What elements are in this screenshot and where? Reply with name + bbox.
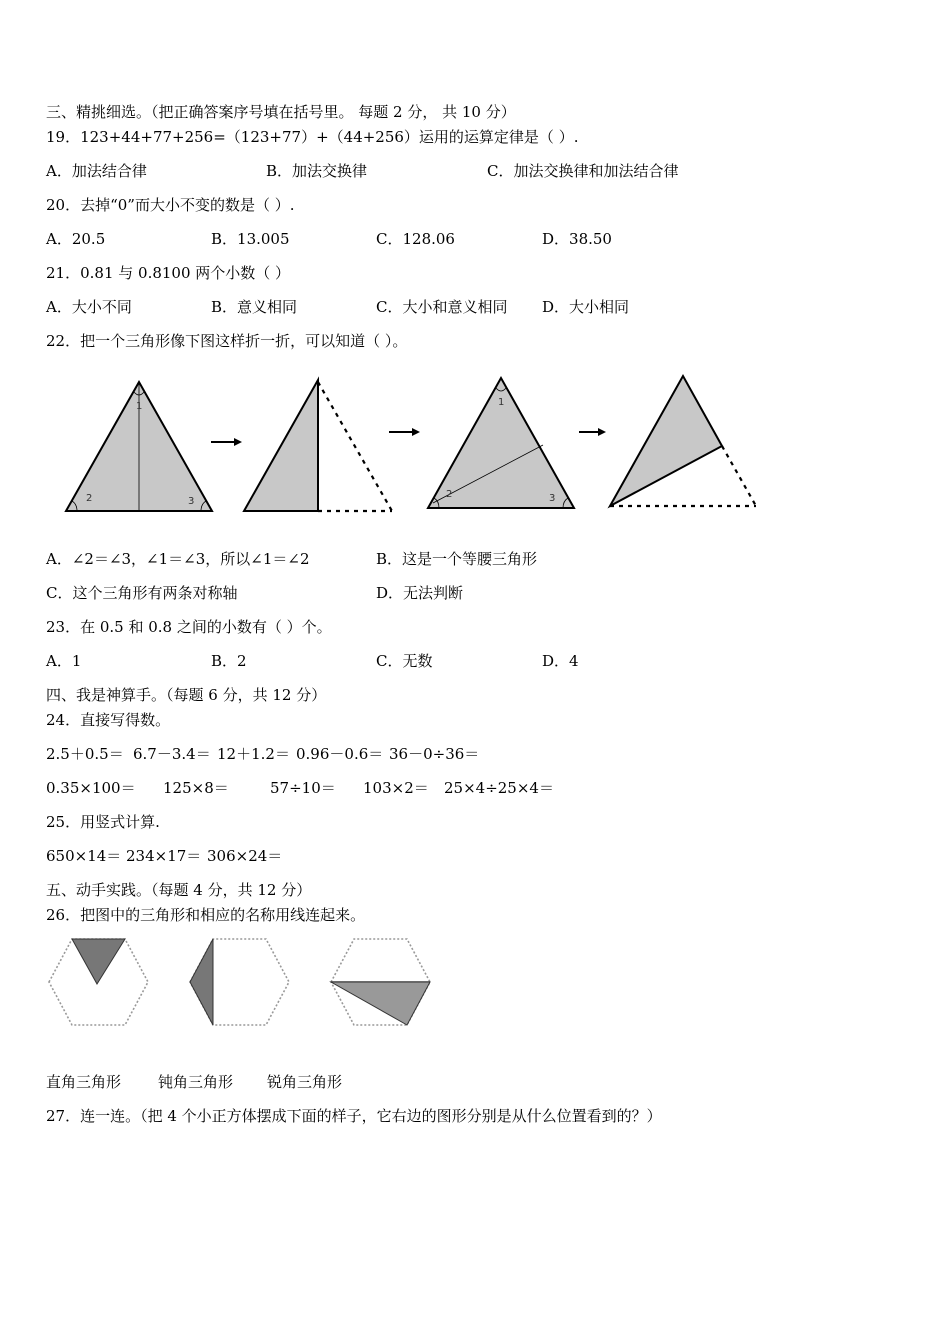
angle-3-label: 3 [188,496,195,507]
triangle-fold-slanted [610,376,756,506]
triangle-name-obtuse: 钝角三角形 [158,1073,234,1091]
q20-option-a: A．20.5 [46,230,106,248]
q24-item: 103×2＝ [363,779,429,797]
q27-stem: 27．连一连。（把 4 个小正方体摆成下面的样子，它右边的图形分别是从什么位置看到的？） [46,1107,662,1125]
q25-item: 650×14＝ [46,847,122,865]
q23-option-d: D．4 [542,652,579,670]
triangle-with-fold-line [428,378,574,508]
q24-item: 6.7－3.4＝ [133,745,211,763]
q24-item: 0.96－0.6＝ [296,745,384,763]
angle-1-label: 1 [136,401,143,412]
q23-option-c: C．无数 [376,652,433,670]
section-5-title: 五、动手实践。（每题 4 分，共 12 分） [46,881,312,899]
q20-option-c: C．128.06 [376,230,455,248]
q21-option-d: D．大小相同 [542,298,630,316]
angle-2-label: 2 [86,493,93,504]
q19-option-a: A．加法结合律 [46,162,147,180]
section-4-title: 四、我是神算手。（每题 6 分，共 12 分） [46,686,327,704]
q24-item: 0.35×100＝ [46,779,136,797]
hexagon-acute-triangle [49,939,148,1025]
q26-stem: 26．把图中的三角形和相应的名称用线连起来。 [46,906,366,924]
q23-option-b: B．2 [211,652,247,670]
q24-item: 57÷10＝ [270,779,336,797]
q19-stem: 19．123+44+77+256=（123+77）+（44+256）运用的运算定律是（ ）. [46,128,579,146]
arrow-right-icon [579,428,606,436]
q20-stem: 20．去掉“0”而大小不变的数是（ ）. [46,196,295,214]
q25-item: 234×17＝ [126,847,202,865]
q24-item: 2.5＋0.5＝ [46,745,124,763]
q26-hexagon-figures [46,935,446,1035]
q22-stem: 22．把一个三角形像下图这样折一折，可以知道（ ）。 [46,332,408,350]
arrow-right-icon [389,428,420,436]
hexagon-right-triangle [331,939,430,1025]
q21-stem: 21．0.81 与 0.8100 两个小数（ ） [46,264,291,282]
q24-item: 125×8＝ [163,779,229,797]
angle-3-label-b: 3 [549,493,556,504]
triangle-name-right: 直角三角形 [46,1073,122,1091]
section-3-title: 三、精挑细选。（把正确答案序号填在括号里。 每题 2 分， 共 10 分） [46,103,516,121]
q22-option-a: A．∠2＝∠3，∠1＝∠3，所以∠1＝∠2 [46,550,310,568]
arrow-right-icon [211,438,242,446]
q20-option-d: D．38.50 [542,230,612,248]
q23-option-a: A．1 [46,652,82,670]
q19-option-b: B．加法交换律 [266,162,368,180]
q22-option-b: B．这是一个等腰三角形 [376,550,538,568]
q22-fold-figure [46,370,806,520]
triangle-original [66,382,212,511]
q25-stem: 25．用竖式计算. [46,813,160,831]
angle-1-label-b: 1 [498,397,505,408]
q20-option-b: B．13.005 [211,230,290,248]
q21-option-b: B．意义相同 [211,298,298,316]
q24-stem: 24．直接写得数。 [46,711,171,729]
angle-2-label-b: 2 [446,489,453,500]
triangle-name-acute: 锐角三角形 [267,1073,343,1091]
triangle-fold-vertical [244,380,392,511]
hexagon-obtuse-triangle [190,939,289,1025]
q24-item: 25×4÷25×4＝ [444,779,554,797]
q21-option-a: A．大小不同 [46,298,132,316]
q23-stem: 23．在 0.5 和 0.8 之间的小数有（ ）个。 [46,618,332,636]
q19-option-c: C．加法交换律和加法结合律 [487,162,679,180]
q21-option-c: C．大小和意义相同 [376,298,508,316]
q22-option-c: C．这个三角形有两条对称轴 [46,584,238,602]
q25-item: 306×24＝ [207,847,283,865]
q24-item: 36－0÷36＝ [389,745,480,763]
q24-item: 12＋1.2＝ [217,745,290,763]
q22-option-d: D．无法判断 [376,584,464,602]
